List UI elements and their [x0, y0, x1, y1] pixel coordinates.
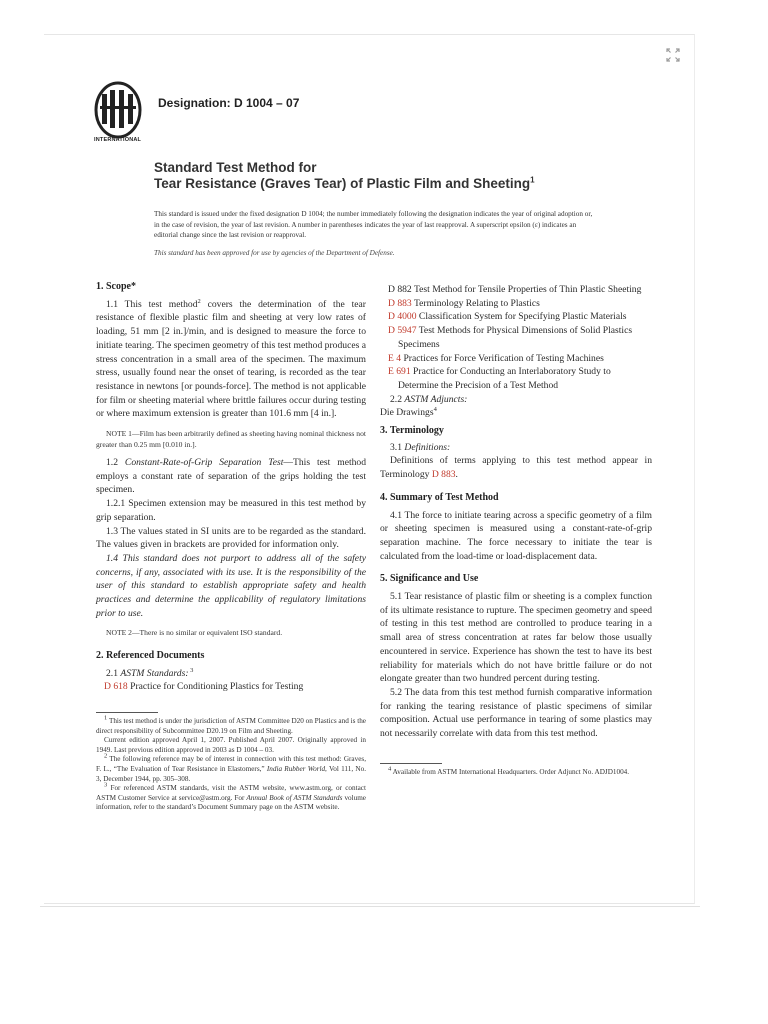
title-line-1: Standard Test Method for	[154, 160, 317, 175]
para-1-2-1: 1.2.1 Specimen extension may be measured in this test method by grip separation.	[96, 498, 366, 523]
page-title	[154, 160, 535, 192]
footnotes-right	[380, 763, 652, 778]
footnote-emphasis: India Rubber World	[266, 765, 326, 774]
ref-title: Test Methods for Physical Dimensions of Solid Plastics Specimens	[398, 325, 633, 350]
logo-caption: INTERNATIONAL	[94, 137, 142, 143]
para-emphasis: Constant-Rate-of-Grip Separation Test	[124, 457, 284, 469]
footnote-mark: 2	[197, 297, 201, 305]
ref-code-d882: D 882	[388, 284, 412, 295]
note-2: NOTE 2—There is no similar or equivalent ISO standard.	[106, 628, 283, 638]
para-num: 2.2	[390, 393, 405, 405]
ref-d882	[388, 283, 652, 297]
footnote-text: , Vol 111, No. 3, December 1944, pp. 305–308.	[96, 765, 366, 783]
ref-title: Practice for Conducting an Interlaboratory Study to Determine the Precision of a Test Method	[398, 366, 611, 391]
footnote-2	[96, 755, 366, 784]
adjunct-title: Die Drawings	[380, 407, 434, 419]
para-emphasis: 1.4 This standard does not purport to address all of the safety concerns, if any, associated with its use. It is the responsibility of the user of this standard to establish appropriate safety and health practices and determine the applicability of regulatory limitations prior to use.	[96, 552, 366, 619]
ref-link-d4000[interactable]: D 4000	[388, 311, 417, 323]
para-emphasis: Definitions:	[404, 441, 451, 453]
para-text: .	[455, 469, 458, 481]
ref-d618	[104, 680, 366, 694]
ref-link-d883[interactable]: D 883	[388, 297, 412, 309]
ref-d5947	[388, 324, 652, 351]
title-line-2	[154, 176, 535, 192]
para-1-2	[96, 456, 366, 497]
left-column	[96, 280, 366, 813]
para-2-1	[96, 667, 366, 681]
title-footnote-mark: 1	[530, 175, 535, 185]
ref-link-d5947[interactable]: D 5947	[388, 325, 417, 337]
bottom-divider	[40, 906, 700, 907]
right-column	[380, 283, 652, 777]
para-5-2: 5.2 The data from this test method furnish comparative information for ranking the tearing resistance of plastic specimens of similar composition. Actual use performance in tearing of some plastics may not necessarily correlate with data from this test method.	[380, 686, 652, 740]
note-1: NOTE 1—Film has been arbitrarily defined as sheeting having nominal thickness not greater than 0.25 mm [0.010 in.].	[96, 429, 366, 449]
para-4-1: 4.1 The force to initiate tearing across a specific geometry of a film or sheeting specimen is measured using a constant-rate-of-grip separation machine. The force necessary to initiate the tear is calculated from the load-time or load-displacement data.	[380, 509, 652, 562]
ref-title: Terminology Relating to Plastics	[411, 297, 540, 309]
ref-title: Test Method for Tensile Properties of Thin Plastic Sheeting	[411, 284, 642, 295]
die-drawings	[380, 406, 652, 420]
ref-link-d883-terminology[interactable]: D 883	[431, 469, 456, 481]
footnote-rule	[380, 763, 442, 764]
para-5-1: 5.1 Tear resistance of plastic film or sheeting is a complex function of its ultimate resistance to rupture. The specimen geometry and speed of testing in this test method are controlled to produce tearing in a small area of stress concentration at rates far below those usually encountered in service. Experience has shown the test to have its best reliability for materials which do not have brittle failure or do not elongate greater than two hundred percent during testing.	[380, 591, 652, 685]
footnote-num: 3	[104, 781, 108, 789]
para-text: —This test method employs a constant rate of separation of the grips holding the test specimen.	[96, 457, 367, 496]
para-1-1	[96, 298, 366, 421]
para-text: 1.1 This test method	[106, 298, 198, 310]
title-main: Tear Resistance (Graves Tear) of Plastic Film and Sheeting	[154, 176, 531, 191]
footnote-rule	[96, 712, 158, 713]
footnote-3	[96, 781, 366, 813]
issued-statement: This standard is issued under the fixed designation D 1004; the number immediately following the designation indicates the year of original adoption or, in the case of revision, the year of last revision. A number in parentheses indicates the year of last reapproval. A superscript epsilon (ε) indicates an editorial change since the last revision or reapproval.	[154, 210, 593, 239]
expand-icon[interactable]	[666, 48, 680, 62]
para-num: 1.2	[106, 457, 125, 469]
footnote-text: Available from ASTM International Headquarters. Order Adjunct No. ADJD1004.	[392, 767, 630, 776]
para-num: 3.1	[390, 441, 405, 453]
section-heading-summary: 4. Summary of Test Method	[380, 491, 499, 503]
footnote-mark: 4	[433, 406, 437, 414]
footnote-1	[96, 714, 367, 736]
footnote-mark: 3	[188, 666, 194, 674]
footnote-num: 2	[104, 753, 108, 761]
footnote-1-edition: Current edition approved April 1, 2007. Published April 2007. Originally approved in 1949. Last previous edition approved in 2003 as D 1004 – 03.	[96, 736, 366, 754]
designation: Designation: D 1004 – 07	[158, 96, 300, 110]
footnote-num: 1	[104, 714, 108, 722]
ref-title: Practice for Conditioning Plastics for Testing	[127, 681, 304, 693]
footnote-emphasis: Annual Book of ASTM Standards	[246, 793, 343, 802]
para-3-1-definitions	[380, 454, 652, 481]
para-emphasis: ASTM Standards:	[120, 667, 189, 679]
ref-link-d618[interactable]: D 618	[104, 681, 128, 693]
footnote-4	[380, 765, 652, 778]
ref-d883	[388, 297, 652, 311]
para-3-1	[380, 441, 652, 455]
ref-link-e691[interactable]: E 691	[388, 366, 411, 378]
footnote-text: The following reference may be of interest in connection with this test method: Graves, F. L., “The Evaluation of Tear Resistance in Elastomers,”	[96, 755, 366, 774]
section-heading-referenced-documents: 2. Referenced Documents	[96, 649, 205, 661]
ref-d4000	[388, 310, 652, 324]
para-text: covers the determination of the tear resistance of flexible plastic film and sheeting at very low rates of loading, 51 mm [2 in.]/min, and is designed to measure the force to initiate tearing. The specimen geometry of this test method produces a stress concentration in a small area of the specimen. The maximum stress, usually found near the onset of tearing, is recorded as the tear resistance in newtons [or pounds-force]. The method is not applicable for film or sheeting material where brittle failures occur during testing or where maximum extension is greater than 101.6 mm [4 in.].	[96, 298, 366, 420]
para-text: Definitions of terms applying to this test method appear in Terminology	[380, 455, 652, 481]
reference-list	[380, 283, 652, 393]
para-1-3: 1.3 The values stated in SI units are to be regarded as the standard. The values given in brackets are provided for information only.	[96, 525, 366, 551]
para-num: 2.1	[106, 667, 121, 679]
ref-link-e4[interactable]: E 4	[388, 352, 402, 364]
footnote-text: For referenced ASTM standards, visit the ASTM website, www.astm.org, or contact ASTM Customer Service at service@astm.org. For	[96, 784, 366, 802]
ref-e691	[388, 365, 652, 392]
section-heading-scope: 1. Scope*	[96, 281, 136, 292]
footnote-text: volume information, refer to the standard’s Document Summary page on the ASTM website.	[96, 793, 366, 812]
footnote-text: This test method is under the jurisdiction of ASTM Committee D20 on Plastics and is the direct responsibility of Subcommittee D20.19 on Film and Sheeting.	[96, 717, 367, 735]
footnotes	[96, 712, 366, 813]
ref-title: Practices for Force Verification of Testing Machines	[401, 352, 604, 364]
para-1-4	[96, 552, 366, 621]
ref-title: Classification System for Specifying Plastic Materials	[416, 311, 627, 323]
approval-statement: This standard has been approved for use by agencies of the Department of Defense.	[154, 249, 395, 257]
para-2-2	[380, 393, 652, 407]
section-heading-significance: 5. Significance and Use	[380, 573, 479, 585]
section-heading-terminology: 3. Terminology	[380, 425, 444, 437]
para-emphasis: ASTM Adjuncts:	[404, 393, 468, 405]
ref-e4	[388, 352, 652, 366]
footnote-num: 4	[388, 765, 392, 773]
